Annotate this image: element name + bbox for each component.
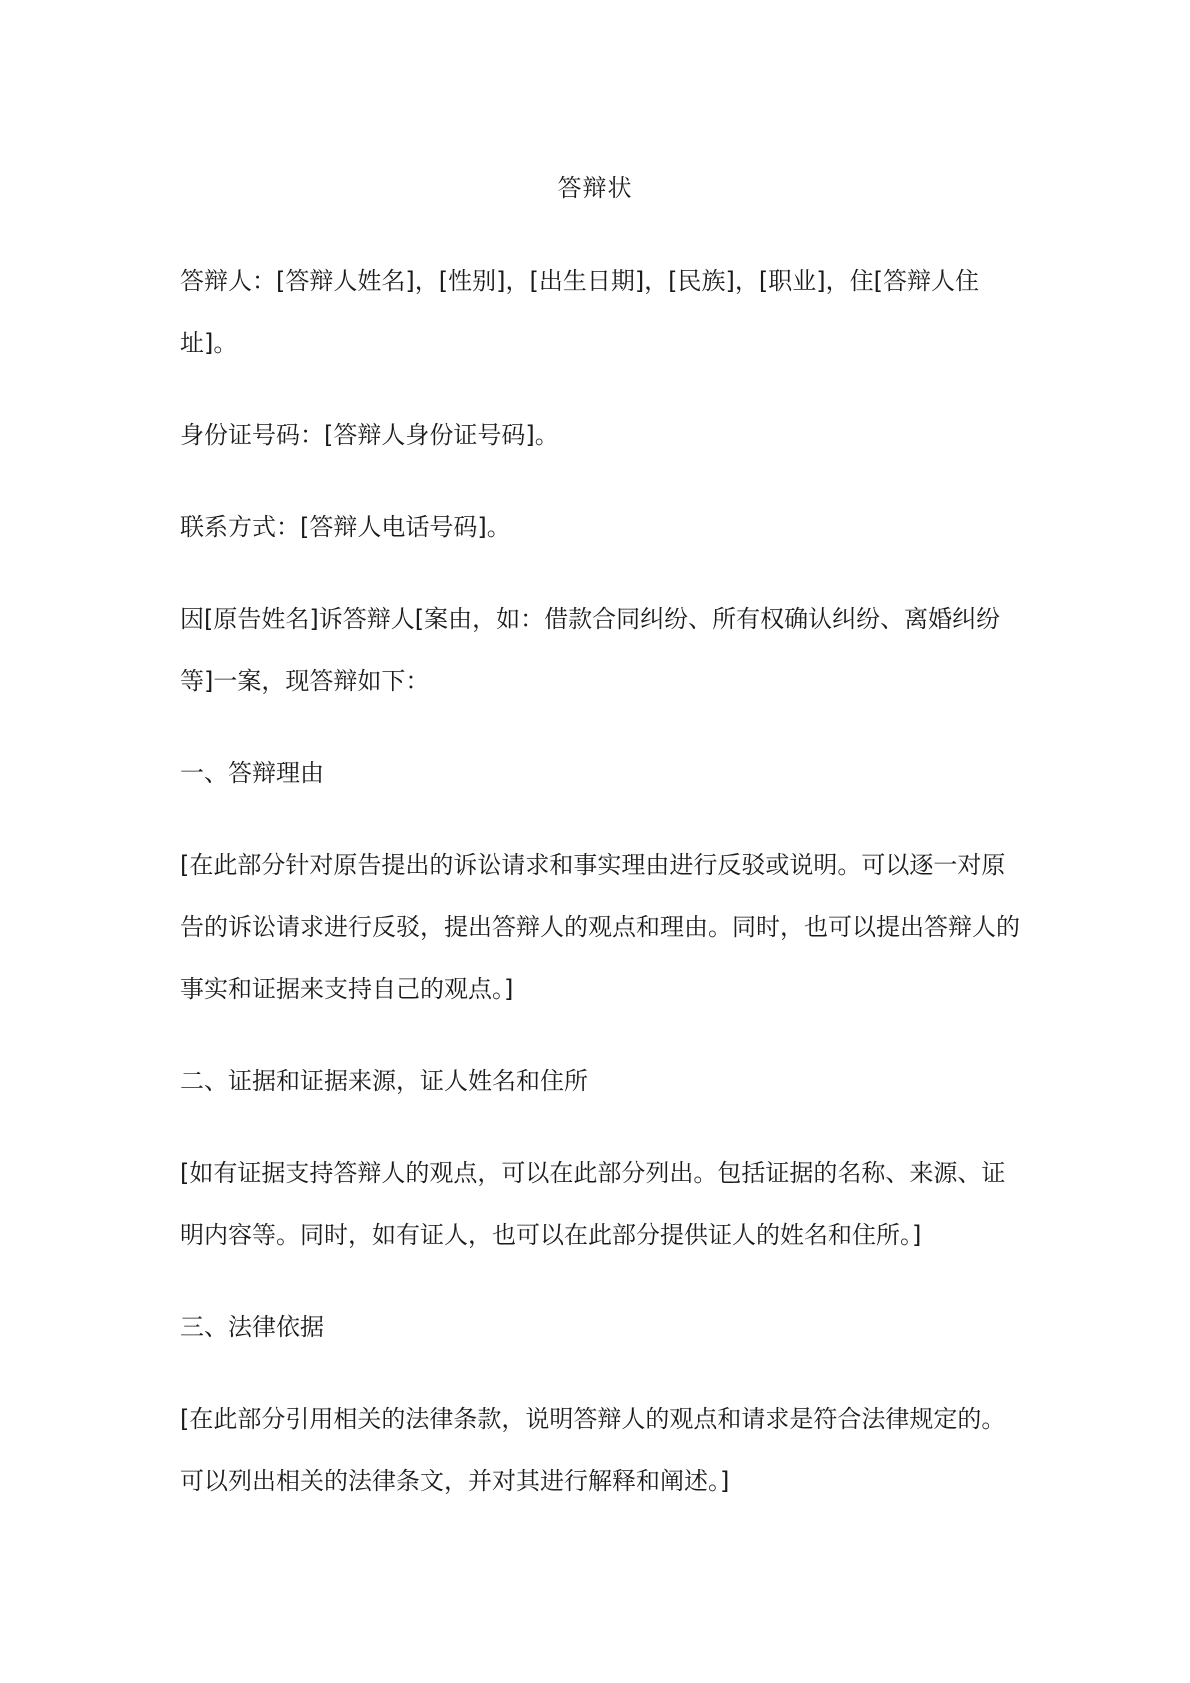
section-heading-legal-basis: 三、法律依据 — [180, 1313, 324, 1341]
contact-info: 联系方式：[答辩人电话号码]。 — [180, 513, 511, 541]
section-heading-evidence: 二、证据和证据来源，证人姓名和住所 — [180, 1067, 588, 1095]
document-title: 答辩状 — [557, 174, 633, 202]
section-body-defense-reasons: [在此部分针对原告提出的诉讼请求和事实理由进行反驳或说明。可以逐一对原告的诉讼请求进行反驳，提出答辩人的观点和理由。同时，也可以提出答辩人的事实和证据来支持自己的观点。] — [180, 851, 1020, 1003]
case-intro: 因[原告姓名]诉答辩人[案由，如：借款合同纠纷、所有权确认纠纷、离婚纠纷等]一案，现答辩如下： — [180, 605, 1001, 695]
respondent-info: 答辩人：[答辩人姓名]，[性别]，[出生日期]，[民族]，[职业]，住[答辩人住址]。 — [180, 267, 979, 357]
section-body-legal-basis: [在此部分引用相关的法律条款，说明答辩人的观点和请求是符合法律规定的。可以列出相关的法律条文，并对其进行解释和阐述。] — [180, 1405, 1006, 1495]
id-number: 身份证号码：[答辩人身份证号码]。 — [180, 421, 559, 449]
section-heading-defense-reasons: 一、答辩理由 — [180, 759, 324, 787]
section-body-evidence: [如有证据支持答辩人的观点，可以在此部分列出。包括证据的名称、来源、证明内容等。同时，如有证人，也可以在此部分提供证人的姓名和住所。] — [180, 1159, 1006, 1249]
